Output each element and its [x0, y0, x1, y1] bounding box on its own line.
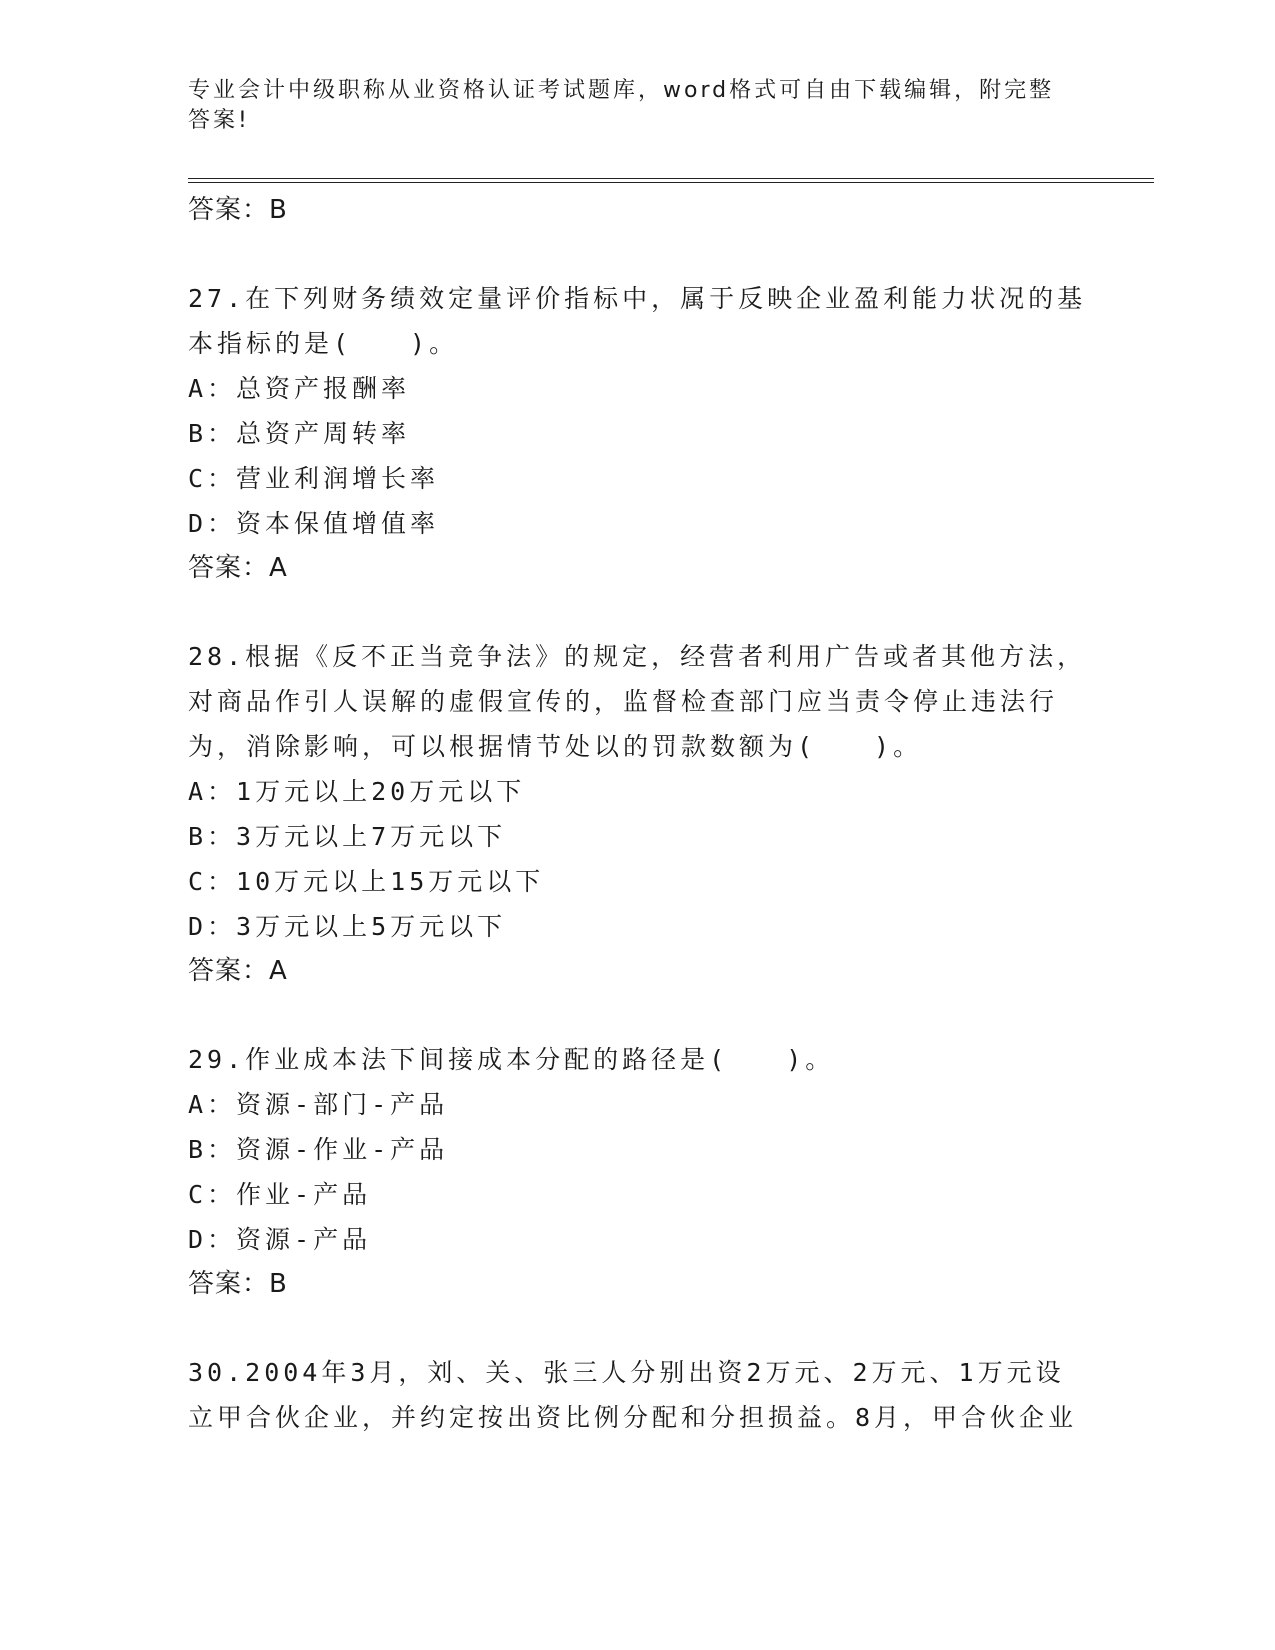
option-a: A：1万元以上20万元以下 — [188, 777, 526, 806]
question-list — [188, 188, 1088, 1440]
answer-28: 答案：A — [188, 956, 288, 986]
header-divider — [188, 178, 1154, 183]
question-stem: 30.2004年3月，刘、关、张三人分别出资2万元、2万元、1万元设立甲合伙企业，并约定按出资比例分配和分担损益。8月，甲合伙企业 — [188, 1358, 1078, 1432]
option-d: D：3万元以上5万元以下 — [188, 912, 507, 941]
question-stem: 27.在下列财务绩效定量评价指标中，属于反映企业盈利能力状况的基本指标的是( )。 — [188, 284, 1087, 358]
option-d: D：资本保值增值率 — [188, 509, 440, 538]
option-b: B：3万元以上7万元以下 — [188, 822, 507, 851]
question-stem: 29.作业成本法下间接成本分配的路径是( )。 — [188, 1045, 835, 1074]
question-28 — [188, 634, 1088, 993]
question-29 — [188, 1037, 1088, 1306]
option-b: B：总资产周转率 — [188, 419, 411, 448]
question-stem: 28.根据《反不正当竞争法》的规定，经营者利用广告或者其他方法，对商品作引人误解的虚假宣传的，监督检查部门应当责令停止违法行为，消除影响，可以根据情节处以的罚款数额为( )。 — [188, 642, 1087, 761]
answer-27: 答案：A — [188, 553, 288, 583]
option-c: C：营业利润增长率 — [188, 464, 440, 493]
option-c: C：10万元以上15万元以下 — [188, 867, 545, 896]
answer-26: 答案：B — [188, 195, 288, 225]
header-note: 专业会计中级职称从业资格认证考试题库，word格式可自由下载编辑，附完整答案! — [188, 78, 1055, 133]
option-c: C：作业-产品 — [188, 1180, 372, 1209]
option-d: D：资源-产品 — [188, 1225, 372, 1254]
answer-29: 答案：B — [188, 1269, 288, 1299]
option-a: A：资源-部门-产品 — [188, 1090, 449, 1119]
option-b: B：资源-作业-产品 — [188, 1135, 449, 1164]
question-30 — [188, 1350, 1088, 1440]
option-a: A：总资产报酬率 — [188, 374, 411, 403]
question-27 — [188, 276, 1088, 590]
